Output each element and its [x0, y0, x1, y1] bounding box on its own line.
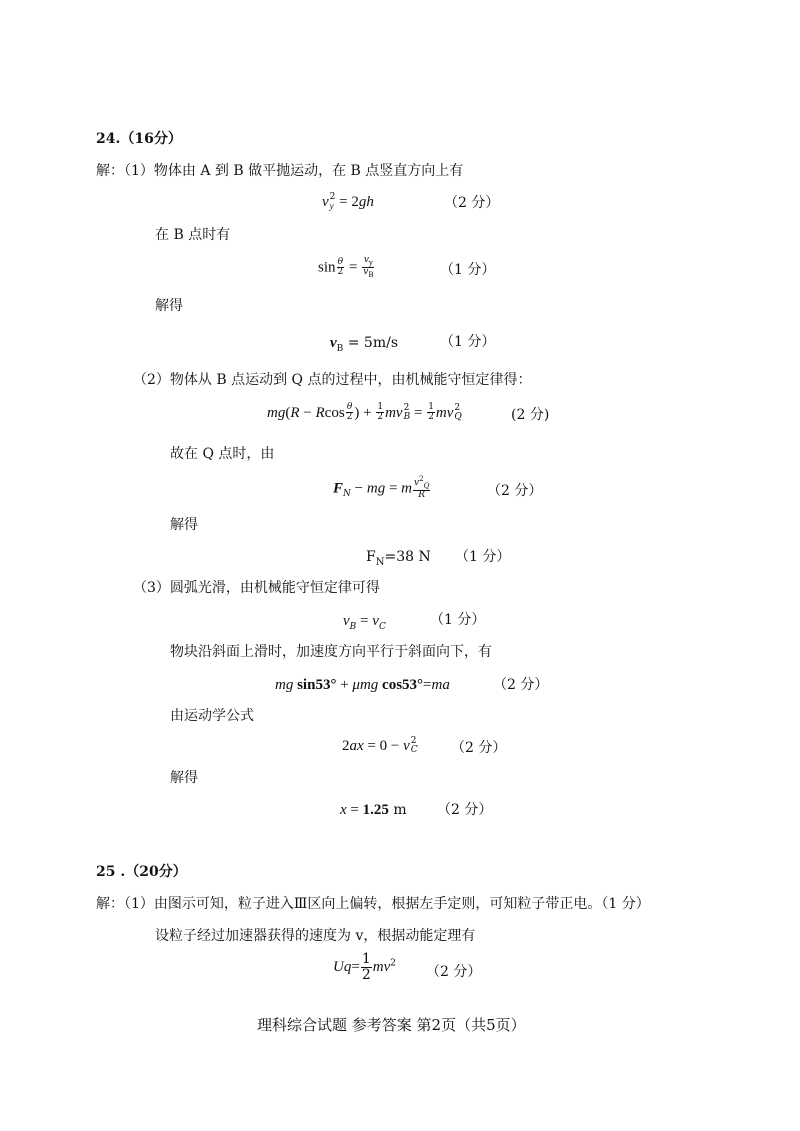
q24-eq6-value: =38 N [384, 549, 431, 565]
q24-eq6-score: （1 分） [455, 549, 511, 565]
q24-part2-text: （2）物体从 B 点运动到 Q 点的过程中，由机械能守恒定律得： [133, 372, 532, 388]
q24-eq4-score: (2 分) [511, 407, 550, 423]
q24-eq4: mg(R − Rcos $\frac{\theta}{2}$ ) + $\frac{1}{2}$ mv 2 B = $\frac{1}{2}$ mv 2 Q [267, 402, 462, 423]
q24-kinematics-text: 由运动学公式 [170, 708, 254, 724]
q24-slide-text: 物块沿斜面上滑时，加速度方向平行于斜面向下，有 [170, 644, 492, 660]
q24-eq7: $v_B = v_C$ [343, 613, 386, 632]
q24-eq3-value: = 5m/s [347, 335, 399, 351]
q24-eq1: v 2 y = 2gh [322, 192, 374, 211]
q24-eq3-score: （1 分） [440, 334, 496, 350]
q25-header: 25 .（20分） [96, 864, 187, 880]
q24-at-b: 在 B 点时有 [155, 227, 231, 243]
q24-eq10-score: （2 分） [437, 802, 493, 818]
q24-eq10-value: 1.25 [362, 802, 389, 818]
q24-solve1: 解得 [155, 298, 183, 314]
q24-eq10-unit: m [393, 802, 407, 818]
q24-eq5-score: （2 分） [487, 483, 543, 499]
q24-eq5: $F_N$ − mg = m $\frac{v^2_Q}{R}$ [333, 475, 430, 501]
q24-header: 24.（16分） [96, 131, 182, 147]
q24-part1-text: 解：（1）物体由 A 到 B 做平抛运动，在 B 点竖直方向上有 [96, 163, 464, 179]
q24-solve3: 解得 [170, 770, 198, 786]
page-footer: 理科综合试题 参考答案 第2页（共5页） [257, 1016, 526, 1034]
q24-eq8-score: （2 分） [493, 677, 549, 693]
q24-eq9-score: （2 分） [451, 740, 507, 756]
q24-eq7-score: （1 分） [430, 612, 486, 628]
q24-solve2: 解得 [170, 517, 198, 533]
q24-eq1-score: （2 分） [444, 195, 500, 211]
q24-eq2-score: （1 分） [440, 262, 496, 278]
q24-eq6: $F_N=38$ N [366, 549, 431, 568]
q24-at-q: 故在 Q 点时，由 [170, 446, 275, 462]
q24-eq9: 2ax = 0 − v 2 C [342, 736, 418, 755]
q24-eq2: sin $\frac{\theta}{2}$ = $\frac{v_y}{v_B}$ [318, 255, 374, 279]
q25-eq1: Uq= $\frac{1}{2}$ $mv^2$ [333, 951, 396, 983]
q24-eq3: $v_B = 5m/s$ [330, 335, 399, 354]
q25-eq1-score: （2 分） [426, 964, 482, 980]
q24-eq8: mg sin53° + μmg cos53°=ma [275, 677, 450, 693]
q24-part3-text: （3）圆弧光滑，由机械能守恒定律可得 [133, 580, 380, 596]
q25-speed-text: 设粒子经过加速器获得的速度为 v，根据动能定理有 [155, 928, 476, 944]
q24-eq10: x = 1.25 m [340, 802, 407, 818]
q25-part1-text: 解：（1）由图示可知，粒子进入Ⅲ区向上偏转，根据左手定则，可知粒子带正电。（1 分） [96, 896, 650, 912]
